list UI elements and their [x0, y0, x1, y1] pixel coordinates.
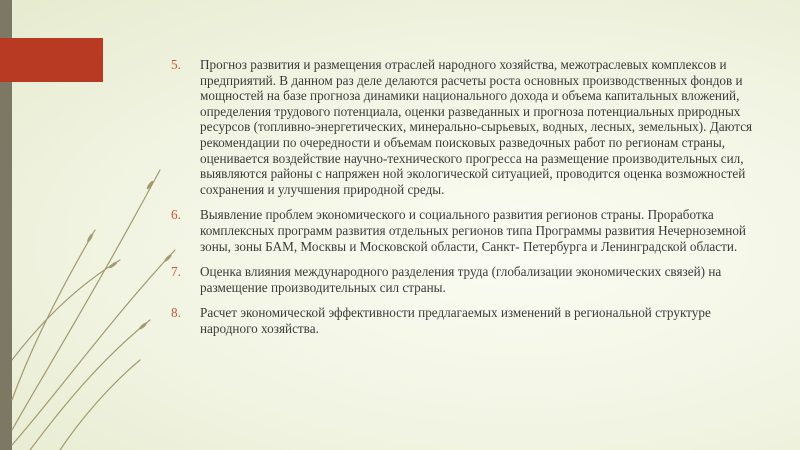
item-number: 8.: [171, 305, 181, 321]
branch-line: [12, 260, 120, 360]
item-text: Прогноз развития и размещения отраслей народного хозяйства, межотраслевых комплексов и предприятий. В данном раз деле делаются расчеты роста основных производственных фондов и мощностей на базе прогноза динамики национального дохода и объема капитальных вложений, определения трудового потенциала, оценки разведанных и прогноза потенциальных природных ресурсов (топливно-энергетических, минерально-сырьевых, водных, лесных, земельных). Даются рекомендации по очередности и объемам поисковых разведочных работ по регионам страны, оценивается воздействие научно-технического прогресса на размещение производительных сил, выявляются районы с напряжен ной экологической ситуацией, проводится оценка возможностей сохранения и улучшения природной среды.: [200, 57, 753, 197]
item-number: 7.: [171, 264, 181, 280]
numbered-list: [171, 57, 761, 337]
leaf-shape: [138, 322, 148, 331]
list-item: [171, 305, 761, 336]
branch-line: [12, 170, 160, 430]
branch-line: [30, 320, 150, 450]
item-number: 5.: [171, 57, 181, 72]
branch-line: [60, 360, 140, 450]
item-text: Расчет экономической эффективности предлагаемых изменений в региональной структуре народного хозяйства.: [200, 305, 711, 336]
branch-line: [12, 250, 175, 445]
list-item: [171, 264, 761, 295]
list-item: [171, 57, 761, 197]
item-text: Выявление проблем экономического и социального развития регионов страны. Проработка комплексных программ развития отдельных регионов типа Программы развития Нечерноземной зоны, зоны БАМ, Москвы и Московской области, Санкт- Петербурга и Ленинградской области.: [200, 207, 746, 254]
item-text: Оценка влияния международного разделения труда (глобализации экономических связей) на размещение производительных сил страны.: [200, 264, 722, 295]
leaf-shape: [86, 233, 94, 243]
branch-line: [12, 230, 95, 400]
slide-content: [171, 57, 761, 347]
item-number: 6.: [171, 207, 181, 223]
list-item: [171, 207, 761, 254]
